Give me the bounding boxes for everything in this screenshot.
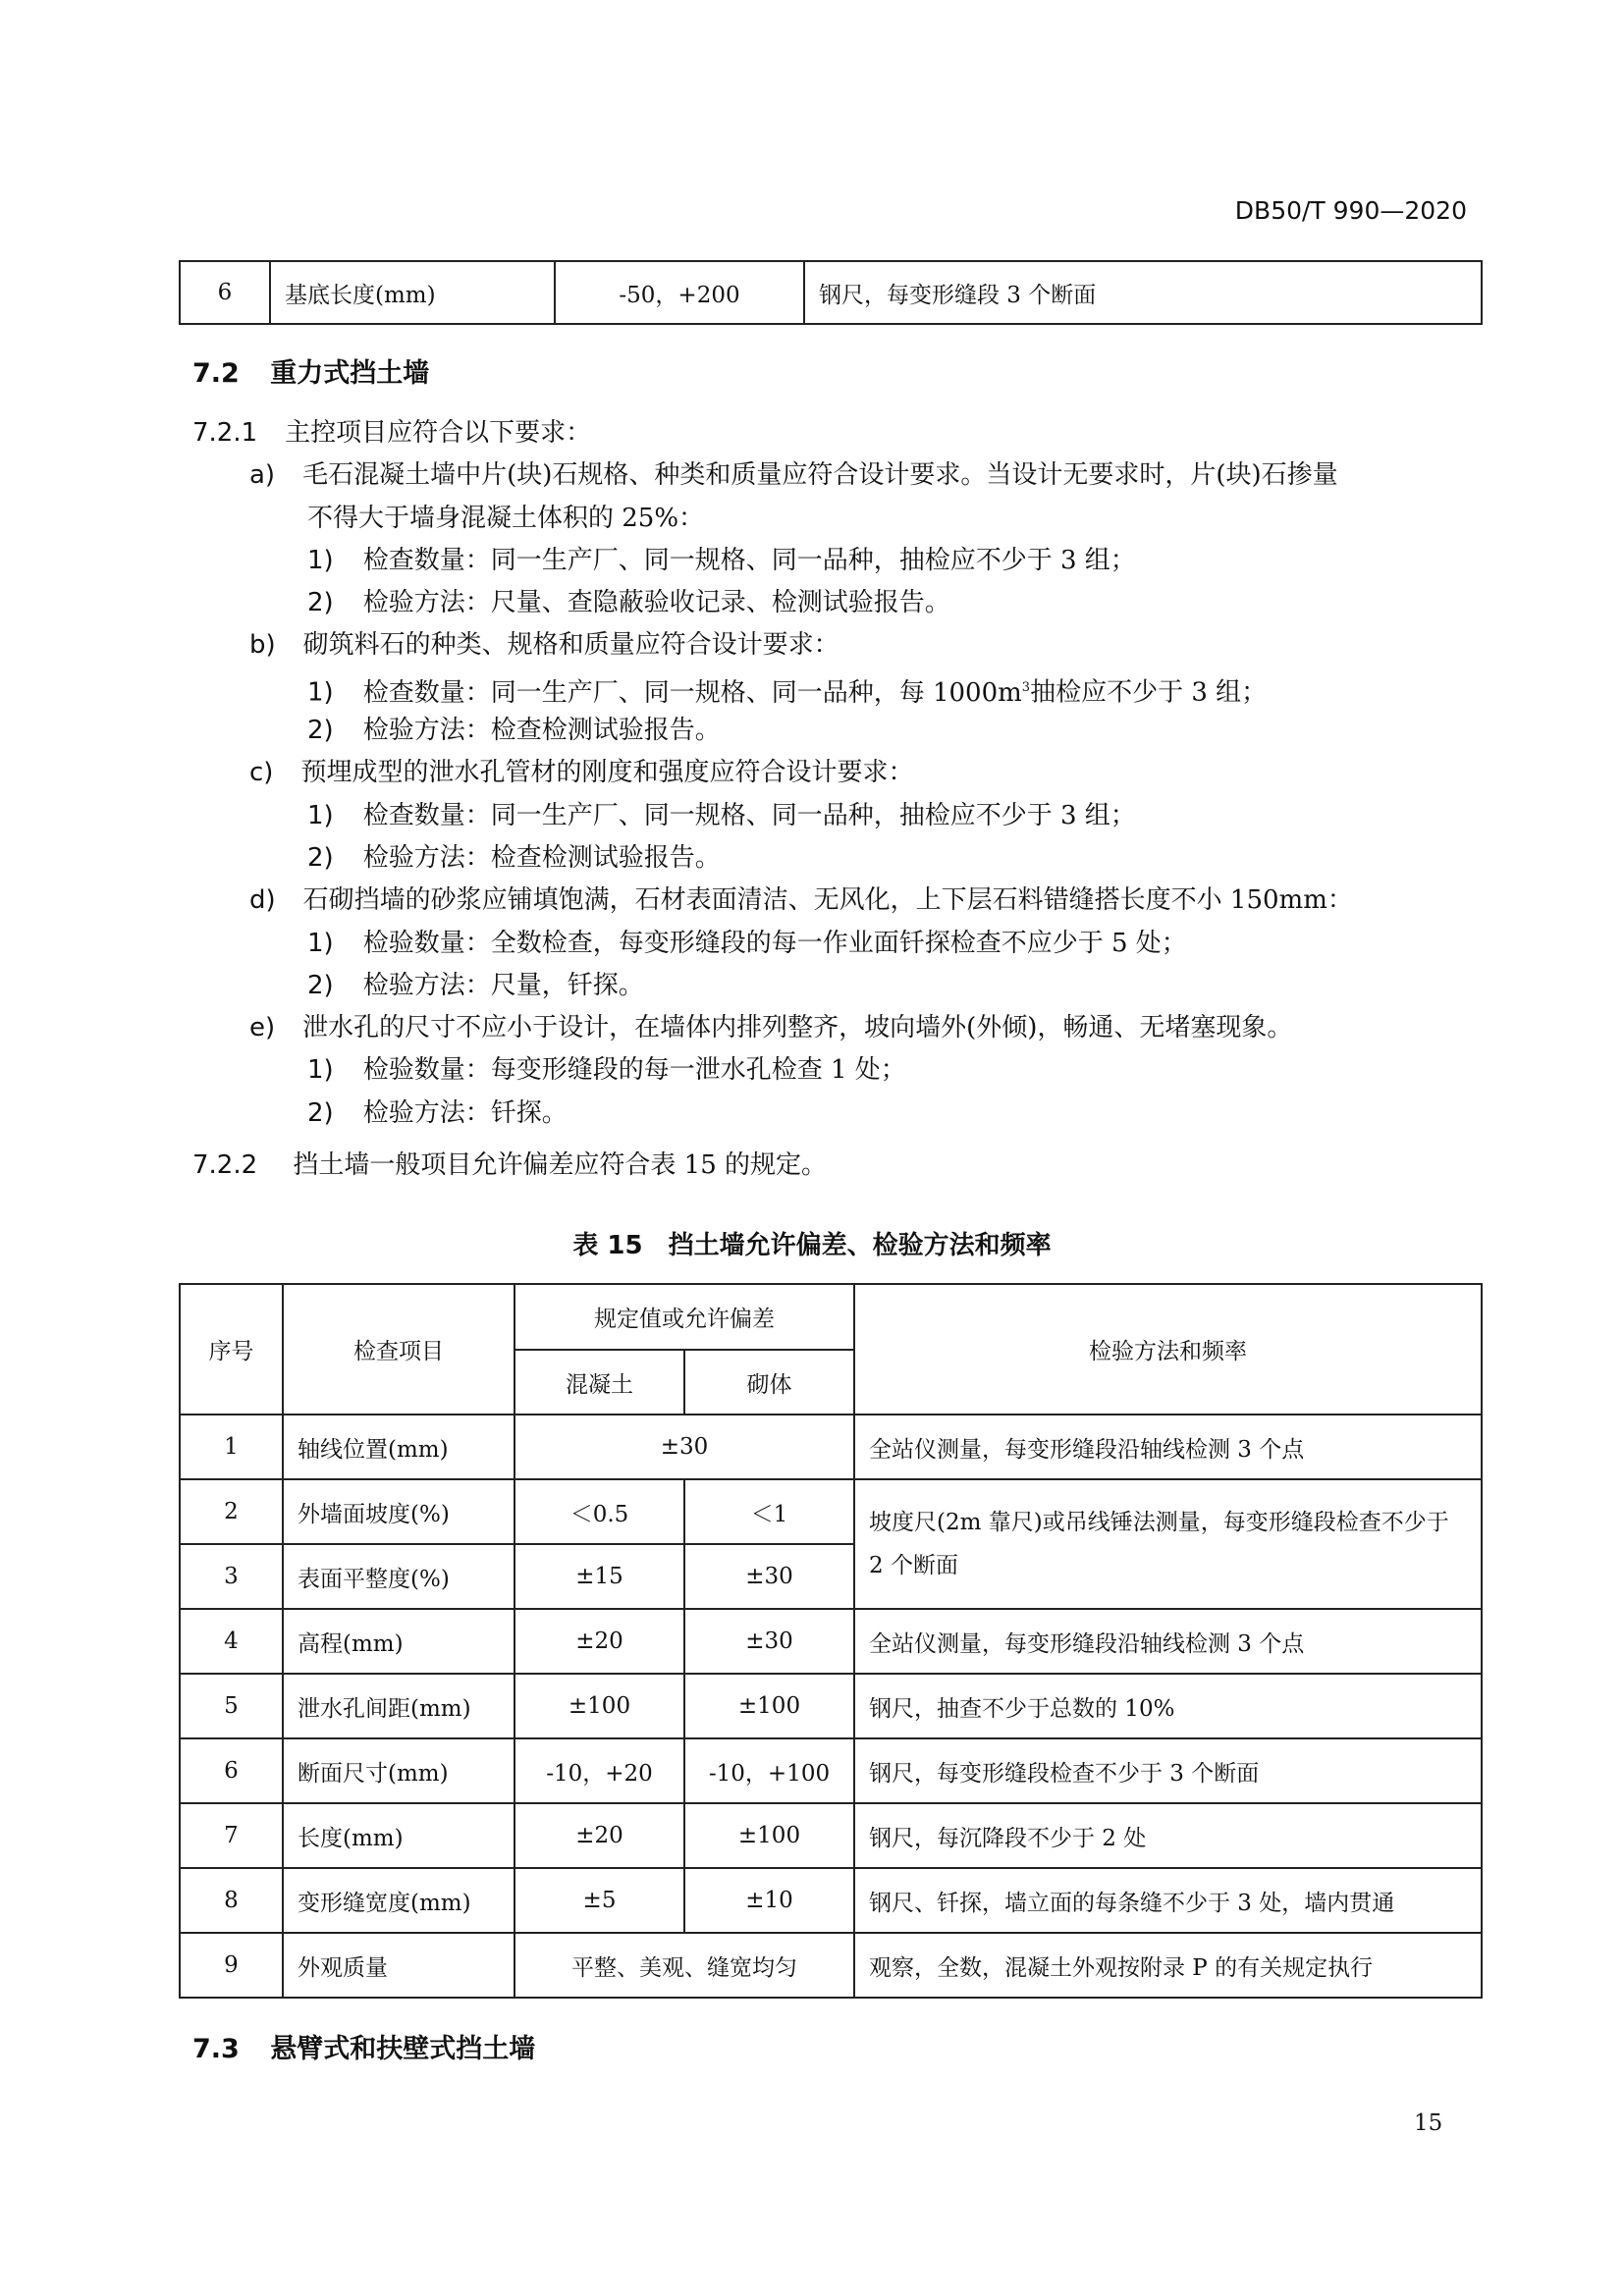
cell-seq: 4 (180, 1609, 283, 1674)
sub-list-item (307, 588, 950, 617)
cell-seq: 7 (180, 1803, 283, 1868)
table-row (180, 1868, 1482, 1933)
clause-7-2-2 (192, 1150, 827, 1180)
sub-item-label: 1) (307, 801, 334, 830)
header-concrete: 混凝土 (514, 1350, 684, 1415)
cell-method: 钢尺，每变形缝段 3 个断面 (804, 261, 1482, 324)
sub-list-item (307, 1098, 568, 1128)
cell-allowance: -50，+200 (555, 261, 804, 324)
header-method: 检验方法和频率 (854, 1284, 1482, 1415)
sub-item-label: 1) (307, 1055, 334, 1085)
cell-seq: 5 (180, 1674, 283, 1738)
item-text: 泄水孔的尺寸不应小于设计，在墙体内排列整齐，坡向墙外(外倾)，畅通、无堵塞现象。 (302, 1013, 1293, 1042)
sub-item-text: 检验方法：钎探。 (362, 1098, 568, 1128)
cell-seq: 6 (180, 261, 270, 324)
section-number: 7.3 (192, 2034, 240, 2064)
sub-list-item (307, 929, 1187, 958)
item-label: d) (249, 885, 276, 915)
sub-item-label: 2) (307, 716, 334, 745)
cell-masonry: ±10 (684, 1868, 854, 1933)
table-row (180, 1933, 1482, 1998)
header-allowance: 规定值或允许偏差 (514, 1284, 854, 1350)
cell-method: 坡度尺(2m 靠尺)或吊线锤法测量，每变形缝段检查不少于 2 个断面 (854, 1479, 1482, 1609)
sub-item-label: 2) (307, 1098, 334, 1128)
sub-list-item (307, 716, 721, 745)
cell-method: 钢尺，每变形缝段检查不少于 3 个断面 (854, 1738, 1482, 1803)
cell-item: 外墙面坡度(%) (283, 1479, 514, 1544)
sub-item-label: 1) (307, 546, 334, 575)
sub-item-text: 检验方法：尺量、查隐蔽验收记录、检测试验报告。 (362, 588, 950, 617)
sub-item-text: 检验方法：检查检测试验报告。 (362, 716, 721, 745)
sub-list-item (307, 801, 1136, 830)
cell-item: 高程(mm) (283, 1609, 514, 1674)
list-item (249, 630, 839, 660)
cell-seq: 1 (180, 1415, 283, 1479)
cell-allowance: ±30 (514, 1415, 854, 1479)
cell-concrete: ±100 (514, 1674, 684, 1738)
clause-text: 挡土墙一般项目允许偏差应符合表 15 的规定。 (293, 1150, 828, 1180)
cell-item: 断面尺寸(mm) (283, 1738, 514, 1803)
cell-seq: 9 (180, 1933, 283, 1998)
cell-concrete: ＜0.5 (514, 1479, 684, 1544)
cell-seq: 2 (180, 1479, 283, 1544)
cell-method: 钢尺，每沉降段不少于 2 处 (854, 1803, 1482, 1868)
sub-item-text: 检验数量：全数检查，每变形缝段的每一作业面钎探检查不应少于 5 处； (362, 929, 1187, 958)
item-text: 预埋成型的泄水孔管材的刚度和强度应符合设计要求： (300, 758, 914, 787)
section-title: 重力式挡土墙 (270, 358, 430, 389)
cell-item: 基底长度(mm) (270, 261, 555, 324)
item-label: e) (249, 1013, 276, 1042)
sub-list-item (307, 1055, 906, 1085)
table-caption: 表 15 挡土墙允许偏差、检验方法和频率 (572, 1231, 1052, 1260)
cell-concrete: ±15 (514, 1544, 684, 1609)
cell-item: 变形缝宽度(mm) (283, 1868, 514, 1933)
sub-list-item (307, 673, 1267, 708)
item-text-continued: 不得大于墙身混凝土体积的 25%： (307, 504, 705, 533)
cell-item: 长度(mm) (283, 1803, 514, 1868)
sub-item-text: 检查数量：同一生产厂、同一规格、同一品种，每 1000m (362, 677, 1022, 708)
header-item: 检查项目 (283, 1284, 514, 1415)
document-code: DB50/T 990—2020 (1234, 196, 1467, 225)
cell-masonry: ±30 (684, 1609, 854, 1674)
table-row (180, 1738, 1482, 1803)
sub-item-label: 2) (307, 843, 334, 873)
cell-method: 全站仪测量，每变形缝段沿轴线检测 3 个点 (854, 1415, 1482, 1479)
cell-seq: 8 (180, 1868, 283, 1933)
cell-allowance: 平整、美观、缝宽均匀 (514, 1933, 854, 1998)
sub-item-label: 2) (307, 971, 334, 1000)
table-15 (179, 1283, 1483, 1999)
section-number: 7.2 (192, 358, 240, 389)
clause-heading-line (192, 418, 591, 448)
table-header-row (180, 1284, 1482, 1350)
table-row (180, 1479, 1482, 1544)
item-label: c) (249, 758, 274, 787)
superscript: 3 (1021, 680, 1031, 695)
cell-method: 钢尺、钎探，墙立面的每条缝不少于 3 处，墙内贯通 (854, 1868, 1482, 1933)
sub-item-label: 2) (307, 588, 334, 617)
table-row (180, 1803, 1482, 1868)
sub-item-label: 1) (307, 929, 334, 958)
cell-concrete: -10，+20 (514, 1738, 684, 1803)
item-text: 砌筑料石的种类、规格和质量应符合设计要求： (302, 630, 839, 660)
item-label: b) (249, 630, 276, 660)
section-7-2-heading (192, 351, 429, 390)
clause-number: 7.2.2 (192, 1150, 258, 1180)
sub-item-text: 检查数量：同一生产厂、同一规格、同一品种，抽检应不少于 3 组； (362, 546, 1136, 575)
cell-masonry: ＜1 (684, 1479, 854, 1544)
page-number: 15 (1414, 2110, 1443, 2136)
cell-method: 观察，全数，混凝土外观按附录 P 的有关规定执行 (854, 1933, 1482, 1998)
table-row (180, 261, 1482, 324)
item-label: a) (249, 460, 276, 490)
sub-item-label: 1) (307, 677, 334, 708)
previous-table-continuation (179, 260, 1483, 325)
cell-masonry: ±30 (684, 1544, 854, 1609)
sub-item-text: 检验方法：尺量，钎探。 (362, 971, 644, 1000)
table-row (180, 1415, 1482, 1479)
clause-text: 主控项目应符合以下要求： (285, 418, 592, 448)
sub-list-item (307, 546, 1136, 575)
sub-item-text-after: 抽检应不少于 3 组； (1030, 677, 1268, 708)
header-masonry: 砌体 (684, 1350, 854, 1415)
list-item (249, 885, 1353, 915)
clause-number: 7.2.1 (192, 418, 258, 448)
cell-item: 外观质量 (283, 1933, 514, 1998)
cell-seq: 6 (180, 1738, 283, 1803)
sub-item-text: 检查数量：同一生产厂、同一规格、同一品种，抽检应不少于 3 组； (362, 801, 1136, 830)
cell-item: 轴线位置(mm) (283, 1415, 514, 1479)
table-row (180, 1674, 1482, 1738)
sub-item-text: 检验方法：检查检测试验报告。 (362, 843, 721, 873)
cell-masonry: ±100 (684, 1803, 854, 1868)
table-row (180, 1609, 1482, 1674)
list-item (249, 460, 1338, 490)
cell-masonry: ±100 (684, 1674, 854, 1738)
cell-item: 表面平整度(%) (283, 1544, 514, 1609)
section-7-3-heading (192, 2027, 535, 2065)
cell-method: 全站仪测量，每变形缝段沿轴线检测 3 个点 (854, 1609, 1482, 1674)
sub-item-text: 检验数量：每变形缝段的每一泄水孔检查 1 处； (362, 1055, 906, 1085)
item-text: 毛石混凝土墙中片(块)石规格、种类和质量应符合设计要求。当设计无要求时，片(块)石掺量 (302, 460, 1338, 490)
list-item (249, 1013, 1292, 1042)
cell-seq: 3 (180, 1544, 283, 1609)
sub-list-item (307, 971, 644, 1000)
sub-list-item (307, 843, 721, 873)
header-seq: 序号 (180, 1284, 283, 1415)
item-text: 石砌挡墙的砂浆应铺填饱满，石材表面清洁、无风化，上下层石料错缝搭长度不小 150mm： (302, 885, 1353, 915)
cell-concrete: ±5 (514, 1868, 684, 1933)
cell-item: 泄水孔间距(mm) (283, 1674, 514, 1738)
section-title: 悬臂式和扶壁式挡土墙 (270, 2034, 536, 2064)
cell-concrete: ±20 (514, 1803, 684, 1868)
list-item-continued (307, 504, 704, 533)
list-item (249, 758, 913, 787)
cell-method: 钢尺，抽查不少于总数的 10% (854, 1674, 1482, 1738)
cell-concrete: ±20 (514, 1609, 684, 1674)
cell-masonry: -10，+100 (684, 1738, 854, 1803)
